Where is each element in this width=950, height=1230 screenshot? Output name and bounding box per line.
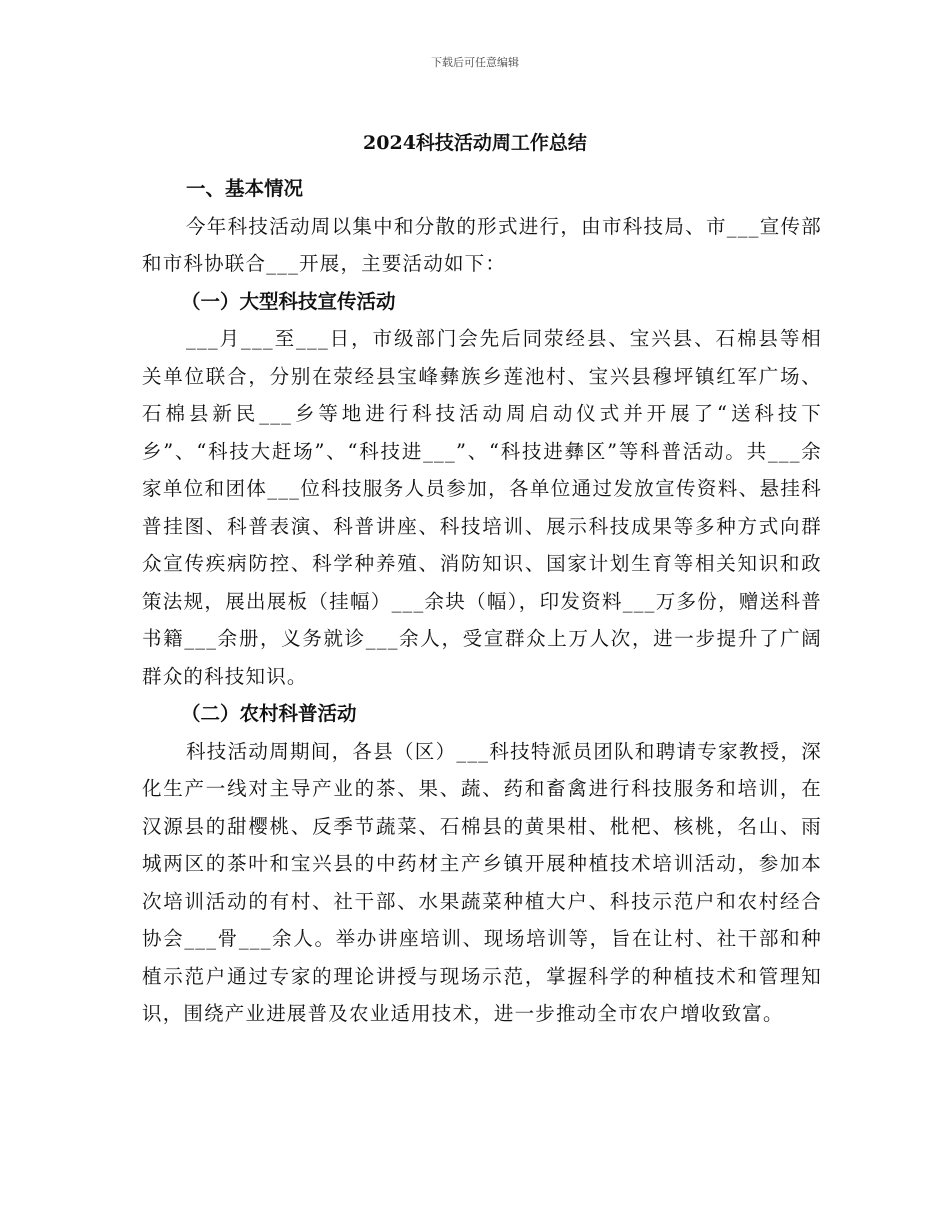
subsection-paragraph-publicity: ___月___至___日，市级部门会先后同荥经县、宝兴县、石棉县等相关单位联合，分别在荥经县宝峰彝族乡莲池村、宝兴县穆坪镇红军广场、石棉县新民___乡等地进行科技活动周启动仪式并开展了“送科技下乡”、“科技大赶场”、“科技进___”、“科技进彝区”等科普活动。共___余家单位和团体___位科技服务人员参加，各单位通过发放宣传资料、悬挂科普挂图、科普表演、科普讲座、科技培训、展示科技成果等多种方式向群众宣传疾病防控、科学种养殖、消防知识、国家计划生育等相关知识和政策法规，展出展板（挂幅）___余块（幅），印发资料___万多份，赠送科普书籍___余册，义务就诊___余人，受宣群众上万人次，进一步提升了广阔群众的科技知识。 [142,327,822,688]
subsection-heading-publicity: （一）大型科技宣传活动 [181,289,396,313]
section-heading-basic-situation: 一、基本情况 [186,177,304,200]
document-body [142,170,822,1033]
subsection-heading-rural-science: （二）农村科普活动 [181,702,357,725]
subsection-paragraph-rural-science: 科技活动周期间，各县（区）___科技特派员团队和聘请专家教授，深化生产一线对主导产业的茶、果、蔬、药和畜禽进行科技服务和培训，在汉源县的甜樱桃、反季节蔬菜、石棉县的黄果柑、枇杷、核桃，名山、雨城两区的茶叶和宝兴县的中药材主产乡镇开展种植技术培训活动，参加本次培训活动的有村、社干部、水果蔬菜种植大户、科技示范户和农村经合协会___骨___余人。举办讲座培训、现场培训等，旨在让村、社干部和种植示范户通过专家的理论讲授与现场示范，掌握科学的种植技术和管理知识，围绕产业进展普及农业适用技术，进一步推动全市农户增收致富。 [142,739,822,1025]
document-title: 2024科技活动周工作总结 [363,132,587,154]
page-header-note: 下载后可任意编辑 [431,56,519,69]
section-intro-paragraph: 今年科技活动周以集中和分散的形式进行，由市科技局、市___宣传部和市科协联合___开展，主要活动如下： [142,214,822,275]
